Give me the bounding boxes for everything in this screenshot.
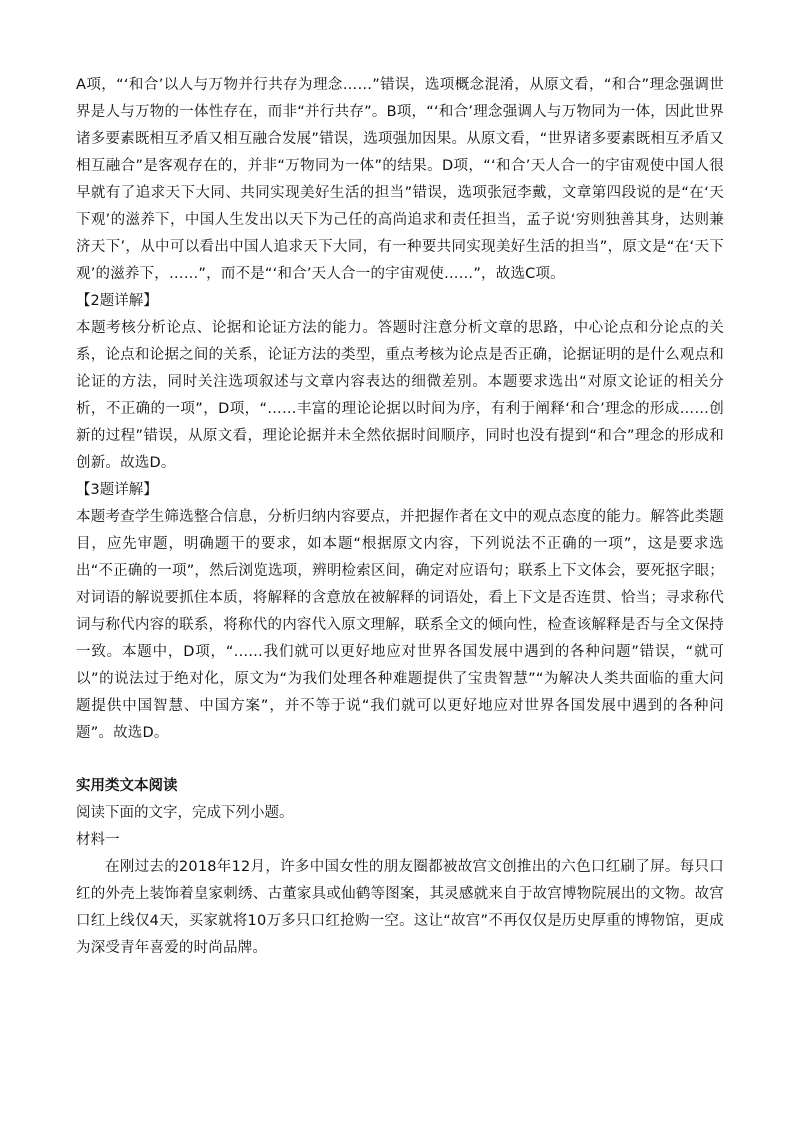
question-3-heading: 【3题详解】 xyxy=(76,482,158,498)
answer-paragraph-2: 本题考核分析论点、论据和论证方法的能力。答题时注意分析文章的思路，中心论点和分论点的关系，论点和论据之间的关系，论证方法的类型，重点考核为论点是否正确，论据证明的是什么观点和论证的方法，同时关注选项叙述与文章内容表达的细微差别。本题要求选出“对原文论证的相关分析，不正确的一项”，D项，“……丰富的理论论据以时间为序，有利于阐释‘和合’理念的形成……创新的过程”错误，从原文看，理论论据并未全然依据时间顺序，同时也没有提到“和合”理念的形成和创新。故选D。 xyxy=(76,320,724,471)
material-paragraph: 在刚过去的2018年12月，许多中国女性的朋友圈都被故宫文创推出的六色口红刷了屏。每只口红的外壳上装饰着皇家刺绣、古董家具或仙鹤等图案，其灵感就来自于故宫博物院展出的文物。故宫口红上线仅4天，买家就将10万多只口红抢购一空。这让“故宫”不再仅仅是历史厚重的博物馆，更成为深受青年喜爱的时尚品牌。 xyxy=(76,859,724,956)
answer-paragraph-3: 本题考查学生筛选整合信息，分析归纳内容要点，并把握作者在文中的观点态度的能力。解答此类题目，应先审题，明确题干的要求，如本题“根据原文内容，下列说法不正确的一项”，这是要求选出“不正确的一项”，然后浏览选项，辨明检索区间，确定对应语句；联系上下文体会，要死抠字眼；对词语的解说要抓住本质，将解释的含意放在被解释的词语处，看上下文是否连贯、恰当；寻求称代词与称代内容的联系，将称代的内容代入原文理解，联系全文的倾向性，检查该解释是否与全文保持一致。本题中，D项，“……我们就可以更好地应对世界各国发展中遇到的各种问题”错误，“就可以”的说法过于绝对化，原文为“为我们处理各种难题提供了宝贵智慧”“为解决人类共面临的重大问题提供中国智慧、中国方案”，并不等于说“我们就可以更好地应对世界各国发展中遇到的各种问题”。故选D。 xyxy=(76,509,724,741)
instruction-text: 阅读下面的文字，完成下列小题。 xyxy=(76,805,294,821)
material-label: 材料一 xyxy=(76,832,120,848)
document-page xyxy=(76,72,724,962)
question-2-heading: 【2题详解】 xyxy=(76,293,158,309)
section-title: 实用类文本阅读 xyxy=(76,778,178,794)
section-spacer xyxy=(76,747,724,773)
answer-paragraph-1: A项，“‘和合’以人与万物并行共存为理念……”错误，选项概念混淆，从原文看，“和合”理念强调世界是人与万物的一体性存在，而非“并行共存”。B项，“‘和合’理念强调人与万物同为一体，因此世界诸多要素既相互矛盾又相互融合发展”错误，选项强加因果。从原文看，“世界诸多要素既相互矛盾又相互融合”是客观存在的，并非“万物同为一体”的结果。D项，“‘和合’天人合一的宇宙观使中国人很早就有了追求天下大同、共同实现美好生活的担当”错误，选项张冠李戴，文章第四段说的是“在‘天下观’的滋养下，中国人生发出以天下为己任的高尚追求和责任担当，孟子说‘穷则独善其身，达则兼济天下’，从中可以看出中国人追求天下大同，有一种要共同实现美好生活的担当”，原文是“在‘天下观’的滋养下，……”，而不是“‘和合’天人合一的宇宙观使……”，故选C项。 xyxy=(76,77,724,282)
